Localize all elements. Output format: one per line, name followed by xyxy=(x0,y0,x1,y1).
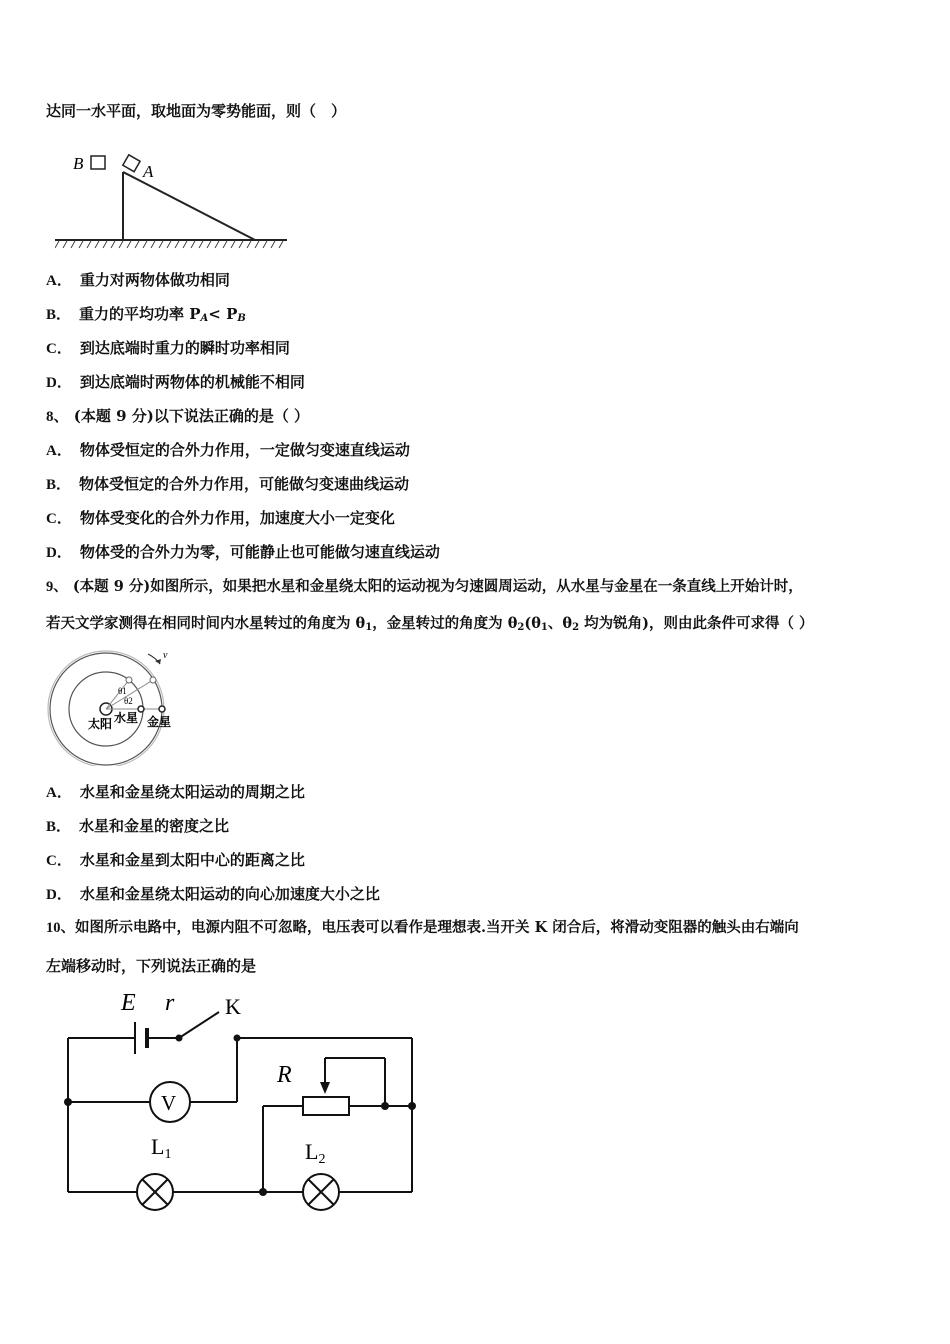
q9-orbit-figure xyxy=(46,646,186,766)
ground-hatch xyxy=(55,241,283,248)
rheostat-label: R xyxy=(277,1062,292,1088)
switch-label: K xyxy=(225,994,241,1019)
mercury-label: 水星 xyxy=(114,711,139,725)
q7-stem-tail: 达同一水平面，取地面为零势能面，则（ ） xyxy=(46,102,347,120)
q8-option-a: A． 物体受恒定的合外力作用，一定做匀变速直线运动 xyxy=(46,441,410,459)
venus-label: 金星 xyxy=(147,715,172,729)
lamp-l1-label: L1 xyxy=(151,1134,172,1162)
q8-option-b: B． 物体受恒定的合外力作用，可能做匀变速曲线运动 xyxy=(46,475,410,493)
emf-label: E xyxy=(121,990,136,1016)
theta2-label: θ2 xyxy=(124,696,133,706)
q7-incline-figure xyxy=(55,148,295,250)
q9-option-d: D． 水星和金星绕太阳运动的向心加速度大小之比 xyxy=(46,885,380,903)
q8-option-d: D． 物体受的合外力为零，可能静止也可能做匀速直线运动 xyxy=(46,543,440,561)
q7-option-d: D． 到达底端时两物体的机械能不相同 xyxy=(46,373,305,391)
q9-stem-line2: 若天文学家测得在相同时间内水星转过的角度为 $\theta_1$，金星转过的角度为 $\theta_2(\theta_1$、$\theta_2$ 均为锐角)，则由此条件可求得（ ） xyxy=(46,615,814,633)
venus-point xyxy=(159,706,165,712)
theta1-label: θ1 xyxy=(118,686,127,696)
q8-option-c: C． 物体受变化的合外力作用，加速度大小一定变化 xyxy=(46,509,395,527)
q9-stem-line1: 9、 (本题 9 分)如图所示，如果把水星和金星绕太阳的运动视为匀速圆周运动，从水星与金星在一条直线上开始计时， xyxy=(46,578,803,595)
q9-option-c: C． 水星和金星到太阳中心的距离之比 xyxy=(46,851,305,869)
mercury-later xyxy=(126,677,132,683)
q10-stem-line1: 10、如图所示电路中，电源内阻不可忽略，电压表可以看作是理想表.当开关 K 闭合后，将滑动变阻器的触头由右端向 xyxy=(46,919,799,936)
label-b: B xyxy=(73,154,84,173)
q9-option-b: B． 水星和金星的密度之比 xyxy=(46,817,230,835)
rheostat xyxy=(303,1097,349,1115)
q10-stem-line2: 左端移动时，下列说法正确的是 xyxy=(46,957,257,975)
block-a xyxy=(123,155,140,172)
q9-option-a: A． 水星和金星绕太阳运动的周期之比 xyxy=(46,783,305,801)
q7-option-b: B． 重力的平均功率 $P_A< P_B$ xyxy=(46,305,246,324)
velocity-label: v xyxy=(163,650,168,661)
label-a: A xyxy=(143,162,154,181)
q8-stem: 8、 (本题 9 分)以下说法正确的是（ ） xyxy=(46,407,310,425)
incline-surface xyxy=(123,172,255,240)
voltmeter-label: V xyxy=(161,1091,177,1115)
internal-resistance-label: r xyxy=(165,990,175,1016)
mercury-point xyxy=(138,706,144,712)
q10-circuit-figure xyxy=(55,982,435,1218)
block-b xyxy=(91,156,105,169)
venus-later xyxy=(150,677,156,683)
slider-arrow xyxy=(320,1082,330,1094)
sun-label: 太阳 xyxy=(88,717,113,731)
node-bottom xyxy=(259,1188,267,1196)
q7-option-c: C． 到达底端时重力的瞬时功率相同 xyxy=(46,339,290,357)
q7-option-a: A． 重力对两物体做功相同 xyxy=(46,271,230,289)
lamp-l2-label: L2 xyxy=(305,1139,326,1167)
switch-blade xyxy=(179,1012,219,1038)
